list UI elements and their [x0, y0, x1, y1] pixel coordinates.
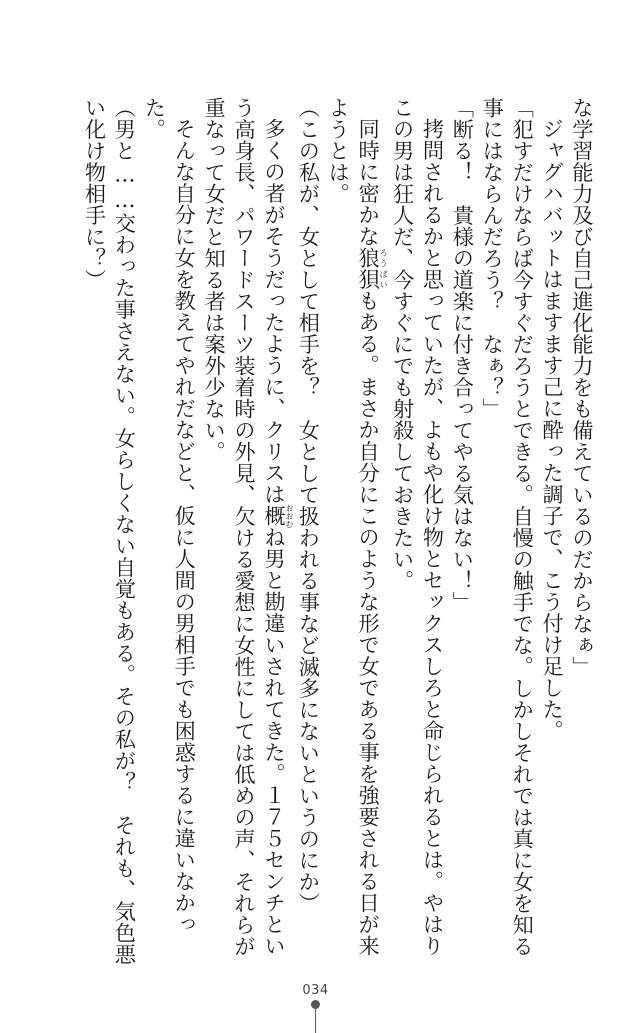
paragraph-narration: ジャグハバットはますます己に酔った調子で、こう付け足した。 — [540, 118, 566, 742]
page-marker-line — [315, 1009, 316, 1033]
page-marker-dot — [311, 1000, 320, 1009]
ruby-base: 概 — [261, 503, 287, 528]
paragraph-narration-with-ruby — [199, 97, 293, 977]
paragraph-narration: そんな自分に女を教えてやれだなどと、仮に人間の男相手でも困惑するに違いなかった。 — [142, 97, 198, 936]
page-number: 034 — [302, 983, 329, 998]
paragraph-inner-thought: （この私が、女として相手を？ 女として扱われる事など滅多にないというのにか） — [296, 97, 322, 914]
text-segment: ね男と勘違いされてきた。１７５センチという高身長、パワードスーツ装着時の外見、欠ける愛想に女性にしては低めの声、それらが重なって女だと知る者は案外少ない。 — [202, 97, 287, 957]
text-segment: 同時に密かな — [356, 118, 382, 248]
paragraph-dialogue-end: な学習能力及び自己進化能力をも備えているのだからなぁ」 — [570, 97, 595, 678]
paragraph-narration-with-ruby — [323, 97, 387, 977]
paragraph-inner-thought: （男と……交わった事さえない。女らしくない自覚もある。その私が？ それも、気色悪い化け物相手に？） — [82, 97, 138, 965]
ruby-reading: ろうばい — [379, 247, 389, 291]
ruby-annotation — [261, 503, 294, 528]
ruby-base: 狼狽 — [356, 247, 382, 291]
paragraph-narration: 拷問されるかと思っていたが、よもや化け物とセックスしろと命じられるとは。やはりこの男は狂人だ、今すぐにでも射殺しておきたい。 — [390, 97, 446, 957]
ruby-reading: おおむ — [284, 503, 294, 528]
paragraph-dialogue: 「断る！ 貴様の道楽に付き合ってやる気はない！」 — [450, 97, 476, 613]
paragraph-dialogue: 「犯すだけならば今すぐだろうとできる。自慢の触手でな。しかしそれでは真に女を知る事にはならんだろう？ なぁ？」 — [480, 97, 536, 957]
novel-body-text — [27, 97, 597, 977]
ruby-annotation — [356, 247, 389, 291]
text-segment: 多くの者がそうだったように、クリスは — [261, 118, 287, 506]
text-segment: もある。まさか自分にこのような形で女である事を強要される日が来ようとは。 — [326, 97, 382, 957]
